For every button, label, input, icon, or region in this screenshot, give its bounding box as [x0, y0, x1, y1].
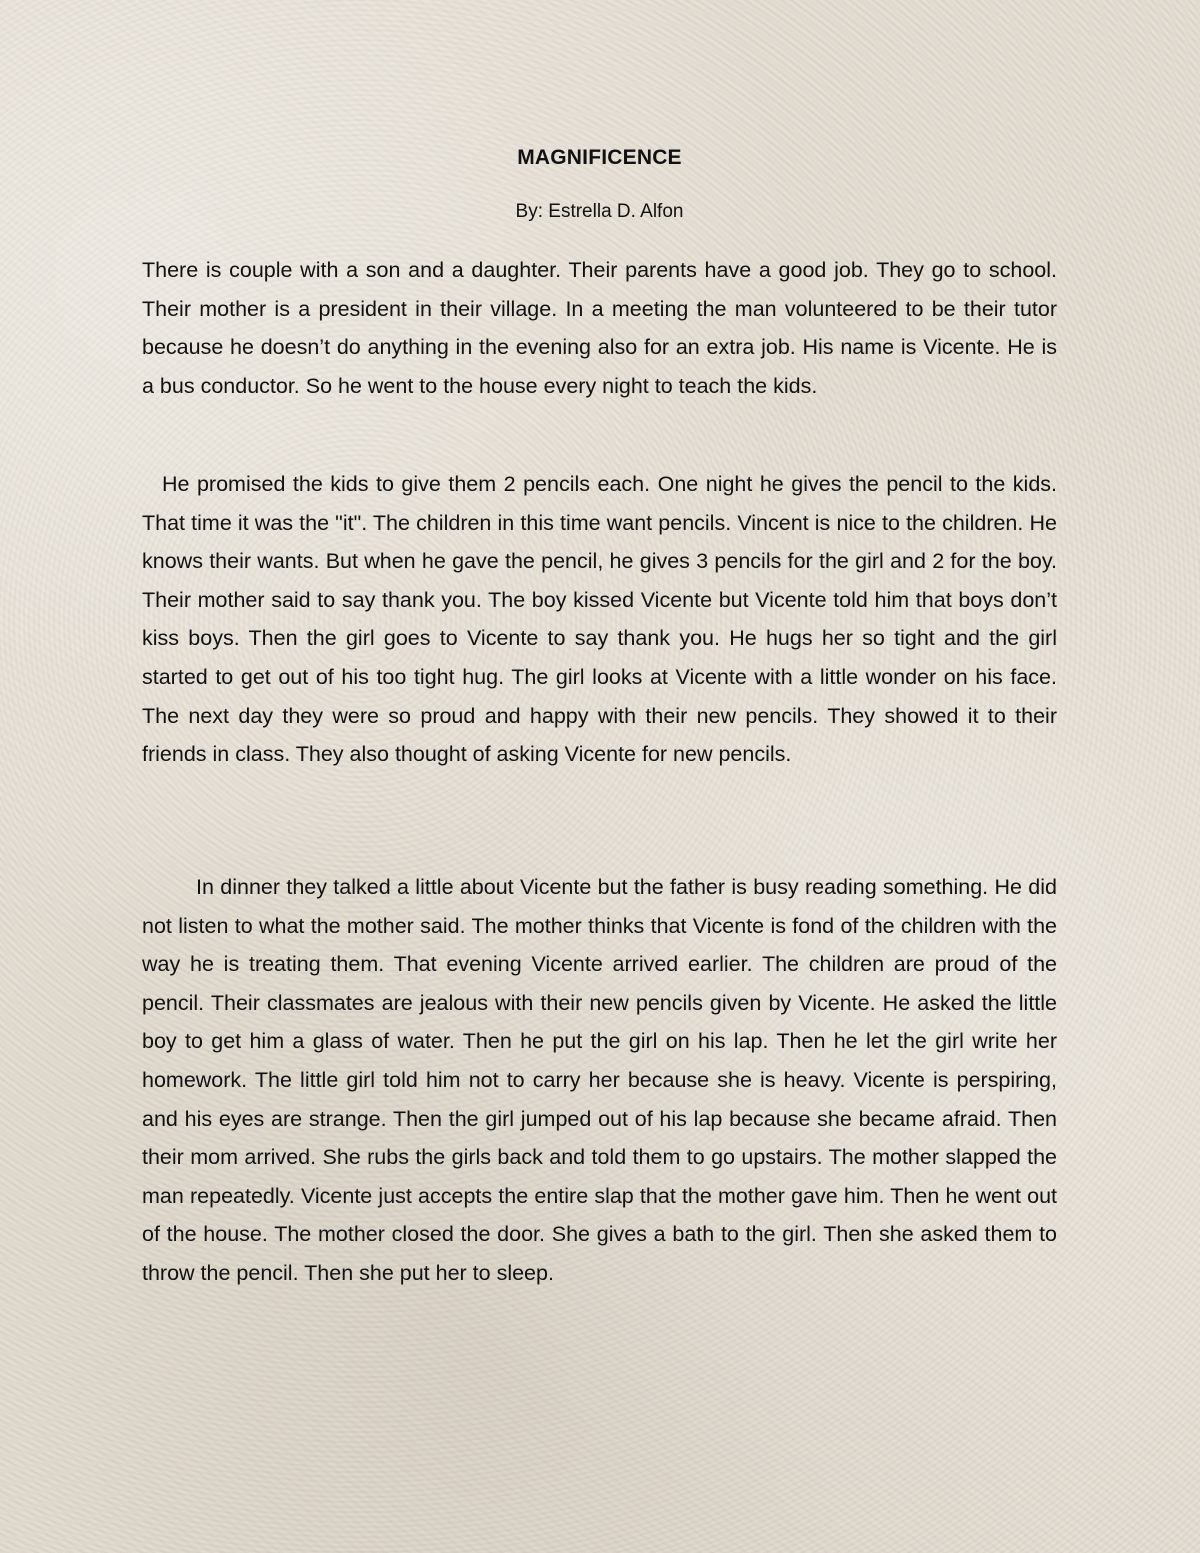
paragraph-2: He promised the kids to give them 2 pencils each. One night he gives the pencil to the kids. That time it was the "it". The children in this time want pencils. Vincent is nice to the children. He knows their wants. But when he gave the pencil, he gives 3 pencils for the girl and 2 for the boy. Their mother said to say thank you. The boy kissed Vicente but Vicente told him that boys don’t kiss boys. Then the girl goes to Vicente to say thank you. He hugs her so tight and the girl started to get out of his too tight hug. The girl looks at Vicente with a little wonder on his face. The next day they were so proud and happy with their new pencils. They showed it to their friends in class. They also thought of asking Vicente for new pencils.: [142, 472, 1057, 767]
paragraph-1: There is couple with a son and a daughter. Their parents have a good job. They go to school. Their mother is a president in their village. In a meeting the man volunteered to be their tutor because he doesn’t do anything in the evening also for an extra job. His name is Vicente. He is a bus conductor. So he went to the house every night to teach the kids.: [142, 258, 1057, 398]
author-byline: By: Estrella D. Alfon: [515, 201, 684, 222]
paragraph-3: In dinner they talked a little about Vicente but the father is busy reading something. He did not listen to what the mother said. The mother thinks that Vicente is fond of the children with the way he is treating them. That evening Vicente arrived earlier. The children are proud of the pencil. Their classmates are jealous with their new pencils given by Vicente. He asked the little boy to get him a glass of water. Then he put the girl on his lap. Then he let the girl write her homework. The little girl told him not to carry her because she is heavy. Vicente is perspiring, and his eyes are strange. Then the girl jumped out of his lap because she became afraid. Then their mom arrived. She rubs the girls back and told them to go upstairs. The mother slapped the man repeatedly. Vicente just accepts the entire slap that the mother gave him. Then he went out of the house. The mother closed the door. She gives a bath to the girl. Then she asked them to throw the pencil. Then she put her to sleep.: [142, 875, 1057, 1285]
document-title: MAGNIFICENCE: [517, 146, 682, 169]
